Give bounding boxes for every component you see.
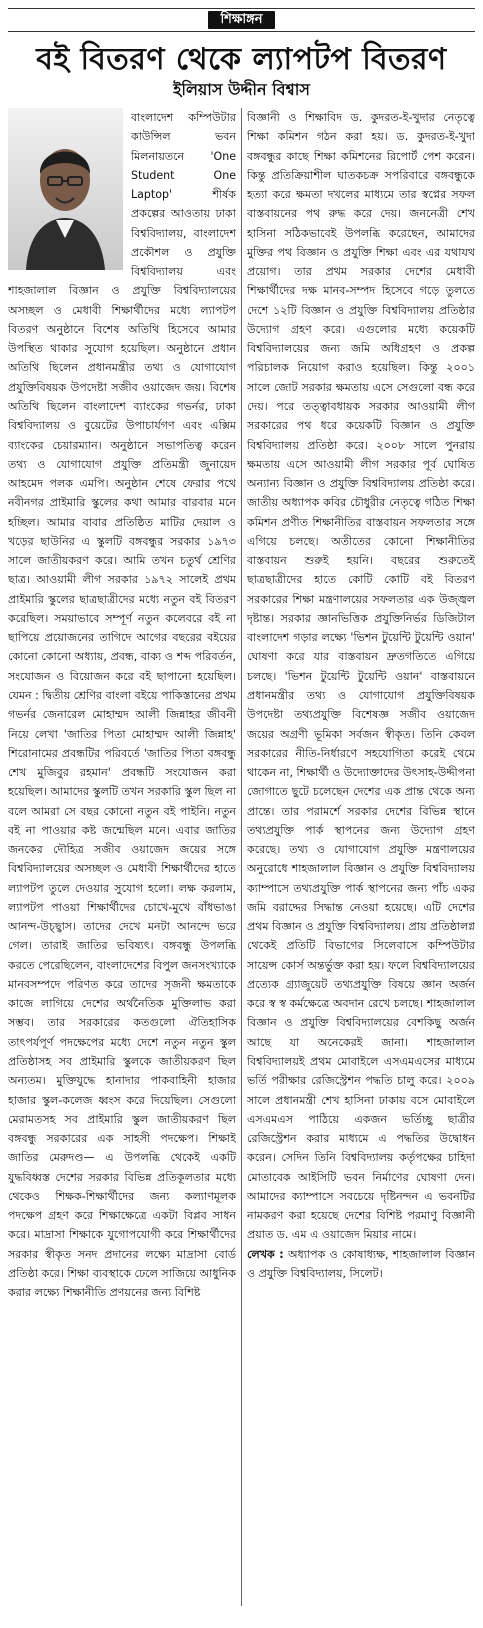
author-photo — [8, 108, 123, 270]
section-header — [8, 8, 475, 32]
right-column — [247, 108, 475, 1606]
left-column — [8, 108, 236, 1606]
newspaper-page — [0, 8, 483, 1628]
left-column-paragraph: বাংলাদেশ কম্পিউটার কাউন্সিল ভবন মিলনায়তনে 'One Student One Laptop' শীর্ষক প্রকল্পের আওতায় ঢাকা বিশ্ববিদ্যালয়, বাংলাদেশ প্রকৌশল ও প্রযুক্তি বিশ্ববিদ্যালয় এবং শাহজালাল বিজ্ঞান ও প্রযুক্তি বিশ্ববিদ্যালয়ের অসচ্ছল ও মেধাবী শিক্ষার্থীদের মধ্যে ল্যাপটপ বিতরণ অনুষ্ঠানে বিশেষ অতিথি হিসেবে আমার উপস্থিত থাকার সুযোগ হয়েছিল। অনুষ্ঠানে প্রধান অতিথি ছিলেন প্রধানমন্ত্রীর তথ্য ও যোগাযোগ প্রযুক্তিবিষয়ক উপদেষ্টা সজীব ওয়াজেদ জয়। বিশেষ অতিথি ছিলেন বাংলাদেশ ব্যাংকের গভর্নর, ঢাকা বিশ্ববিদ্যালয় ও বুয়েটের উপাচার্যগণ এবং এক্সিম ব্যাংকের চেয়ারম্যান। অনুষ্ঠানে সভাপতিত্ব করেন তথ্য ও যোগাযোগ প্রযুক্তি প্রতিমন্ত্রী জুনায়েদ আহমেদ পলক এমপি। অনুষ্ঠান শেষে ফেরার পথে নবীনগর প্রাইমারি স্কুলের কথা আমার বারবার মনে হচ্ছিল। আমার বাবার প্রতিষ্ঠিত মাটির দেয়াল ও খড়ের ছাউনির এ স্কুলটি বঙ্গবন্ধুর সরকার ১৯৭৩ সালে জাতীয়করণ করে। আমি তখন চতুর্থ শ্রেণির ছাত্র। আওয়ামী লীগ সরকার ১৯৭২ সালেই প্রথম প্রাইমারি স্কুলের ছাত্রছাত্রীদের মধ্যে নতুন বই বিতরণ করেছিল। সময়াভাবে সম্পূর্ণ নতুন কলেবরে বই না ছাপিয়ে প্রয়োজনের তাগিদে আগের বছরের বইয়ের কোনো কোনো অধ্যায়, প্রবন্ধ, বাক্য ও শব্দ পরিবর্তন, সংযোজন ও বিয়োজন করে বই ছাপানো হয়েছিল। যেমন : দ্বিতীয় শ্রেণির বাংলা বইয়ে পাকিস্তানের প্রথম গভর্নর জেনারেল মোহাম্মদ আলী জিন্নাহর জীবনী নিয়ে লেখা 'জাতির পিতা মোহাম্মদ আলী জিন্নাহ' শিরোনামের প্রবন্ধটির পরিবর্তে 'জাতির পিতা বঙ্গবন্ধু শেখ মুজিবুর রহমান' প্রবন্ধটি সংযোজন করা হয়েছিল। আমাদের স্কুলটি তখন সরকারি স্কুল ছিল না বলে আমরা সে বছর কোনো নতুন বই পাইনি। নতুন বই না পাওয়ার কষ্ট জন্মেছিল মনে। এবার জাতির জনকের দৌহিত্র সজীব ওয়াজেদ জয়ের সঙ্গে বিশ্ববিদ্যালয়ের অসচ্ছল ও মেধাবী শিক্ষার্থীদের হাতে ল্যাপটপ তুলে দেওয়ার সুযোগ হলো। লক্ষ করলাম, ল্যাপটপ পাওয়া শিক্ষার্থীদের চোখে-মুখে বাঁধভাঙা আনন্দ-উচ্ছ্বাস। তাদের দেখে মনটা আনন্দে ভরে গেল। তারাই জাতির ভবিষ্যৎ। বঙ্গবন্ধু উপলব্ধি করতে পেরেছিলেন, বাংলাদেশের বিপুল জনসংখ্যাকে মানবসম্পদে পরিণত করে তাদের সৃজনী ক্ষমতাকে কাজে লাগিয়ে দেশের অর্থনৈতিক মুক্তিলাভ করা সম্ভব। তার সরকারের কতগুলো ঐতিহাসিক তাৎপর্যপূর্ণ পদক্ষেপের মধ্যে দেশে নতুন নতুন স্কুল প্রতিষ্ঠাসহ সব প্রাইমারি স্কুলকে জাতীয়করণ ছিল অন্যতম। মুক্তিযুদ্ধে হানাদার পাকবাহিনী হাজার হাজার স্কুল-কলেজ ধ্বংস করে দিয়েছিল। সেগুলো মেরামতসহ সব প্রাইমারি স্কুল জাতীয়করণ ছিল বঙ্গবন্ধু সরকারের এক সাহসী পদক্ষেপ। শিক্ষাই জাতির মেরুদণ্ড— এ উপলব্ধি থেকেই একটি যুদ্ধবিধ্বস্ত দেশের সরকার বিভিন্ন প্রতিকূলতার মধ্যে থেকেও শিক্ষক-শিক্ষার্থীদের জন্য কল্যাণমূলক পদক্ষেপ গ্রহণ করে শিক্ষাক্ষেত্রে একটা বিপ্লব সাধন করে। মাদ্রাসা শিক্ষাকে যুগোপযোগী করে শিক্ষার্থীদের সরকার স্বীকৃত সনদ প্রদানের লক্ষ্যে মাদ্রাসা বোর্ড প্রতিষ্ঠা করে। শিক্ষা ব্যবস্থাকে ঢেলে সাজিয়ে আধুনিক করার লক্ষ্যে শিক্ষানীতি প্রণয়নের জন্য বিশিষ্ট — [8, 111, 236, 1300]
credit-label: লেখক : — [247, 1247, 284, 1261]
section-label: শিক্ষাঙ্গন — [208, 11, 274, 29]
right-column-paragraph: বিজ্ঞানী ও শিক্ষাবিদ ড. কুদরত-ই-খুদার নেতৃত্বে শিক্ষা কমিশন গঠন করা হয়। ড. কুদরত-ই-খুদা বঙ্গবন্ধুর কাছে শিক্ষা কমিশনের রিপোর্ট পেশ করেন। কিন্তু প্রতিক্রিয়াশীল ঘাতকচক্র সপরিবারে বঙ্গবন্ধুকে হত্যা করে ক্ষমতা দখলের মাধ্যমে তার স্বপ্নের সফল বাস্তবায়নের পথ রুদ্ধ করে দেয়। জননেত্রী শেখ হাসিনা সঠিকভাবেই উপলব্ধি করেছেন, আমাদের মুক্তির পথ বিজ্ঞান ও প্রযুক্তি শিক্ষা এবং এর যথাযথ প্রয়োগ। তার প্রথম সরকার দেশের মেধাবী শিক্ষার্থীদের দক্ষ মানব-সম্পদ হিসেবে গড়ে তুলতে দেশে ১২টি বিজ্ঞান ও প্রযুক্তি বিশ্ববিদ্যালয় প্রতিষ্ঠার উদ্যোগ গ্রহণ করে। এগুলোর মধ্যে কয়েকটি বিশ্ববিদ্যালয়ের জন্য জমি অধিগ্রহণ ও প্রকল্প পরিচালক নিয়োগ করাও হয়েছিল। কিন্তু ২০০১ সালে জোট সরকার ক্ষমতায় এসে সেগুলো বন্ধ করে দেয়। পরে তত্ত্বাবধায়ক সরকার আওয়ামী লীগ সরকারের পথ ধরে কয়েকটি বিজ্ঞান ও প্রযুক্তি বিশ্ববিদ্যালয় প্রতিষ্ঠা করে। ২০০৮ সালে পুনরায় ক্ষমতায় এসে আওয়ামী লীগ সরকার পূর্ব ঘোষিত অন্যান্য বিজ্ঞান ও প্রযুক্তি বিশ্ববিদ্যালয় প্রতিষ্ঠা করে। জাতীয় অধ্যাপক কবির চৌধুরীর নেতৃত্বে গঠিত শিক্ষা কমিশন প্রণীত শিক্ষানীতির বাস্তবায়ন সফলতার সঙ্গে এগিয়ে চলছে। অতীতের কোনো শিক্ষানীতির বাস্তবায়ন শুরুই হয়নি। বছরের শুরুতেই ছাত্রছাত্রীদের হাতে কোটি কোটি বই বিতরণ সরকারের শিক্ষা মন্ত্রণালয়ের সফলতার এক উজ্জ্বল দৃষ্টান্ত। সরকার জ্ঞানভিত্তিক প্রযুক্তিনির্ভর ডিজিটাল বাংলাদেশ গড়ার লক্ষ্যে 'ভিশন টুয়েন্টি টুয়েন্টি ওয়ান' ঘোষণা করে যার বাস্তবায়ন দ্রুতগতিতে এগিয়ে চলছে। 'ভিশন টুয়েন্টি টুয়েন্টি ওয়ান' বাস্তবায়নে প্রধানমন্ত্রীর তথ্য ও যোগাযোগ প্রযুক্তিবিষয়ক উপদেষ্টা তথ্যপ্রযুক্তি বিশেষজ্ঞ সজীব ওয়াজেদ জয়ের অগ্রণী ভূমিকা সর্বজন স্বীকৃত। তিনি কেবল সরকারের নীতি-নির্ধারণে সহযোগিতা করেই থেমে থাকেন না, শিক্ষার্থী ও উদ্যোক্তাদের উৎসাহ-উদ্দীপনা জোগাতে ছুটে চলেছেন দেশের এক প্রান্ত থেকে অন্য প্রান্তে। তার পরামর্শে সরকার দেশের বিভিন্ন স্থানে তথ্যপ্রযুক্তি পার্ক স্থাপনের জন্য উদ্যোগ গ্রহণ করেছে। তথ্য ও যোগাযোগ প্রযুক্তি মন্ত্রণালয়ের অনুরোধে শাহজালাল বিজ্ঞান ও প্রযুক্তি বিশ্ববিদ্যালয় ক্যাম্পাসে তথ্যপ্রযুক্তি পার্ক স্থাপনের জন্য পাঁচ একর জমি বরাদ্দের সিদ্ধান্ত নেওয়া হয়েছে। এটি দেশের প্রথম বিজ্ঞান ও প্রযুক্তি বিশ্ববিদ্যালয়। প্রায় প্রতিষ্ঠালগ্ন থেকেই প্রতিটি বিভাগের সিলেবাসে কম্পিউটার সায়েন্স কোর্স অন্তর্ভুক্ত করা হয়। ফলে বিশ্ববিদ্যালয়ের প্রত্যেক গ্র্যাজুয়েট তথ্যপ্রযুক্তি বিষয়ে জ্ঞান অর্জন করে স্ব স্ব কর্মক্ষেত্রে অবদান রেখে চলছে। শাহজালাল বিজ্ঞান ও প্রযুক্তি বিশ্ববিদ্যালয়ের বেশকিছু অর্জন আছে যা অনেকেরই জানা। শাহজালাল বিশ্ববিদ্যালয়ই প্রথম মোবাইলে এসএমএসের মাধ্যমে ভর্তি পরীক্ষার রেজিস্ট্রেশন পদ্ধতি চালু করে। ২০০৯ সালে প্রধানমন্ত্রী শেখ হাসিনা ঢাকায় বসে মোবাইলে এসএমএস পাঠিয়ে একজন ভর্তিচ্ছু ছাত্রীর রেজিস্ট্রেশন করার মাধ্যমে এ পদ্ধতির উদ্বোধন করেন। সেদিন তিনি বিশ্ববিদ্যালয় কর্তৃপক্ষের চাহিদা মোতাবেক আইসিটি ভবন নির্মাণের ঘোষণা দেন। আমাদের ক্যাম্পাসে সবচেয়ে দৃষ্টিনন্দন এ ভবনটির নামকরণ করা হয়েছে দেশের বিশিষ্ট পরমাণু বিজ্ঞানী প্রয়াত ড. এম এ ওয়াজেদ মিয়ার নামে। — [247, 111, 475, 1242]
column-divider — [241, 108, 242, 1606]
author-credit — [247, 1245, 475, 1284]
headline: বই বিতরণ থেকে ল্যাপটপ বিতরণ — [36, 42, 447, 77]
article-columns — [8, 108, 475, 1606]
author-portrait-icon — [8, 108, 123, 270]
credit-text: অধ্যাপক ও কোষাধ্যক্ষ, শাহজালাল বিজ্ঞান ও প্রযুক্তি বিশ্ববিদ্যালয়, সিলেট। — [247, 1247, 475, 1280]
byline: ইলিয়াস উদ্দীন বিশ্বাস — [173, 80, 310, 99]
